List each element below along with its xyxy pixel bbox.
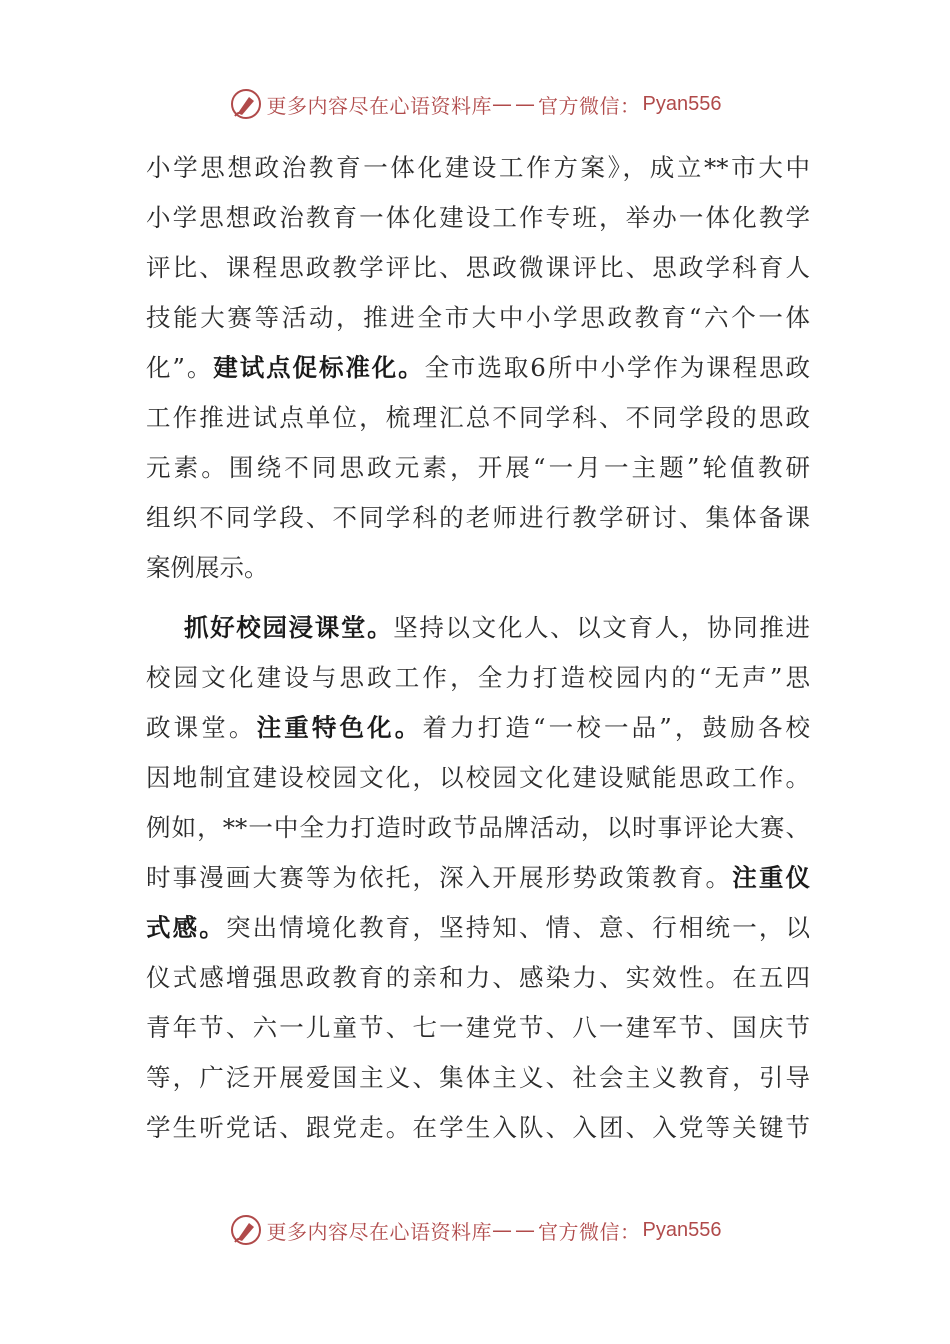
text-line: 等，广泛开展爱国主义、集体主义、社会主义教育，引导: [146, 1063, 810, 1092]
watermark-separator: ——: [492, 1218, 539, 1242]
text-run: 政课堂。: [146, 713, 257, 742]
text-line: 学生听党话、跟党走。在学生入队、入团、入党等关键节: [146, 1113, 810, 1142]
paragraph-gap: [146, 593, 810, 603]
text-line: 元素。围绕不同思政元素，开展“一月一主题”轮值教研: [146, 453, 810, 482]
text-line: 组织不同学段、不同学科的老师进行教学研讨、集体备课: [146, 503, 810, 532]
text-line: [146, 343, 810, 393]
watermark-label: 官方微信：: [538, 1219, 641, 1244]
bold-heading-run: 抓好校园浸课堂。: [184, 613, 394, 642]
text-line: 校园文化建设与思政工作，全力打造校园内的“无声”思: [146, 663, 810, 692]
text-line: [146, 903, 810, 953]
text-line: 小学思想政治教育一体化建设工作专班，举办一体化教学: [146, 203, 810, 232]
text-line: 仪式感增强思政教育的亲和力、感染力、实效性。在五四: [146, 963, 810, 992]
text-run: 突出情境化教育，坚持知、情、意、行相统一，以: [225, 913, 810, 942]
text-line: [146, 603, 810, 653]
text-line: 小学思想政治教育一体化建设工作方案》，成立**市大中: [146, 153, 810, 182]
bold-heading-run: 注重仪: [732, 863, 811, 892]
header-watermark: [0, 84, 950, 124]
text-run: 坚持以文化人、以文育人，协同推进: [393, 613, 810, 642]
text-run: 全市选取6所中小学作为课程思政: [424, 353, 811, 382]
footer-watermark: [0, 1210, 950, 1250]
text-line: [146, 703, 810, 753]
paragraph-2: [146, 603, 810, 1153]
text-run: 化”。: [146, 353, 214, 382]
text-line: 评比、课程思政教学评比、思政微课评比、思政学科育人: [146, 253, 810, 282]
pen-nib-logo-icon: [229, 1213, 263, 1247]
paragraph-1: [146, 143, 810, 593]
text-line: 例如，**一中全力打造时政节品牌活动，以时事评论大赛、: [146, 813, 810, 842]
text-line: 青年节、六一儿童节、七一建党节、八一建军节、国庆节: [146, 1013, 810, 1042]
bold-heading-run: 式感。: [146, 913, 226, 942]
text-run: 时事漫画大赛等为依托，深入开展形势政策教育。: [146, 863, 733, 892]
text-line: 因地制宜建设校园文化，以校园文化建设赋能思政工作。: [146, 763, 810, 792]
watermark-brand: 更多内容尽在心语资料库: [266, 93, 493, 118]
watermark-wechat-id: Pyan556: [642, 1218, 722, 1241]
pen-nib-logo-icon: [229, 87, 263, 121]
watermark-wechat-id: Pyan556: [642, 92, 722, 115]
text-run: 着力打造“一校一品”，鼓励各校: [422, 713, 810, 742]
text-line: [146, 853, 810, 903]
text-line: 工作推进试点单位，梳理汇总不同学科、不同学段的思政: [146, 403, 810, 432]
bold-heading-run: 注重特色化。: [256, 713, 423, 742]
text-line: 技能大赛等活动，推进全市大中小学思政教育“六个一体: [146, 303, 810, 332]
watermark-separator: ——: [492, 92, 539, 116]
watermark-label: 官方微信：: [538, 93, 641, 118]
document-body: [146, 143, 810, 1153]
watermark-brand: 更多内容尽在心语资料库: [266, 1219, 493, 1244]
text-line: 案例展示。: [146, 553, 269, 582]
bold-heading-run: 建试点促标准化。: [213, 353, 425, 382]
